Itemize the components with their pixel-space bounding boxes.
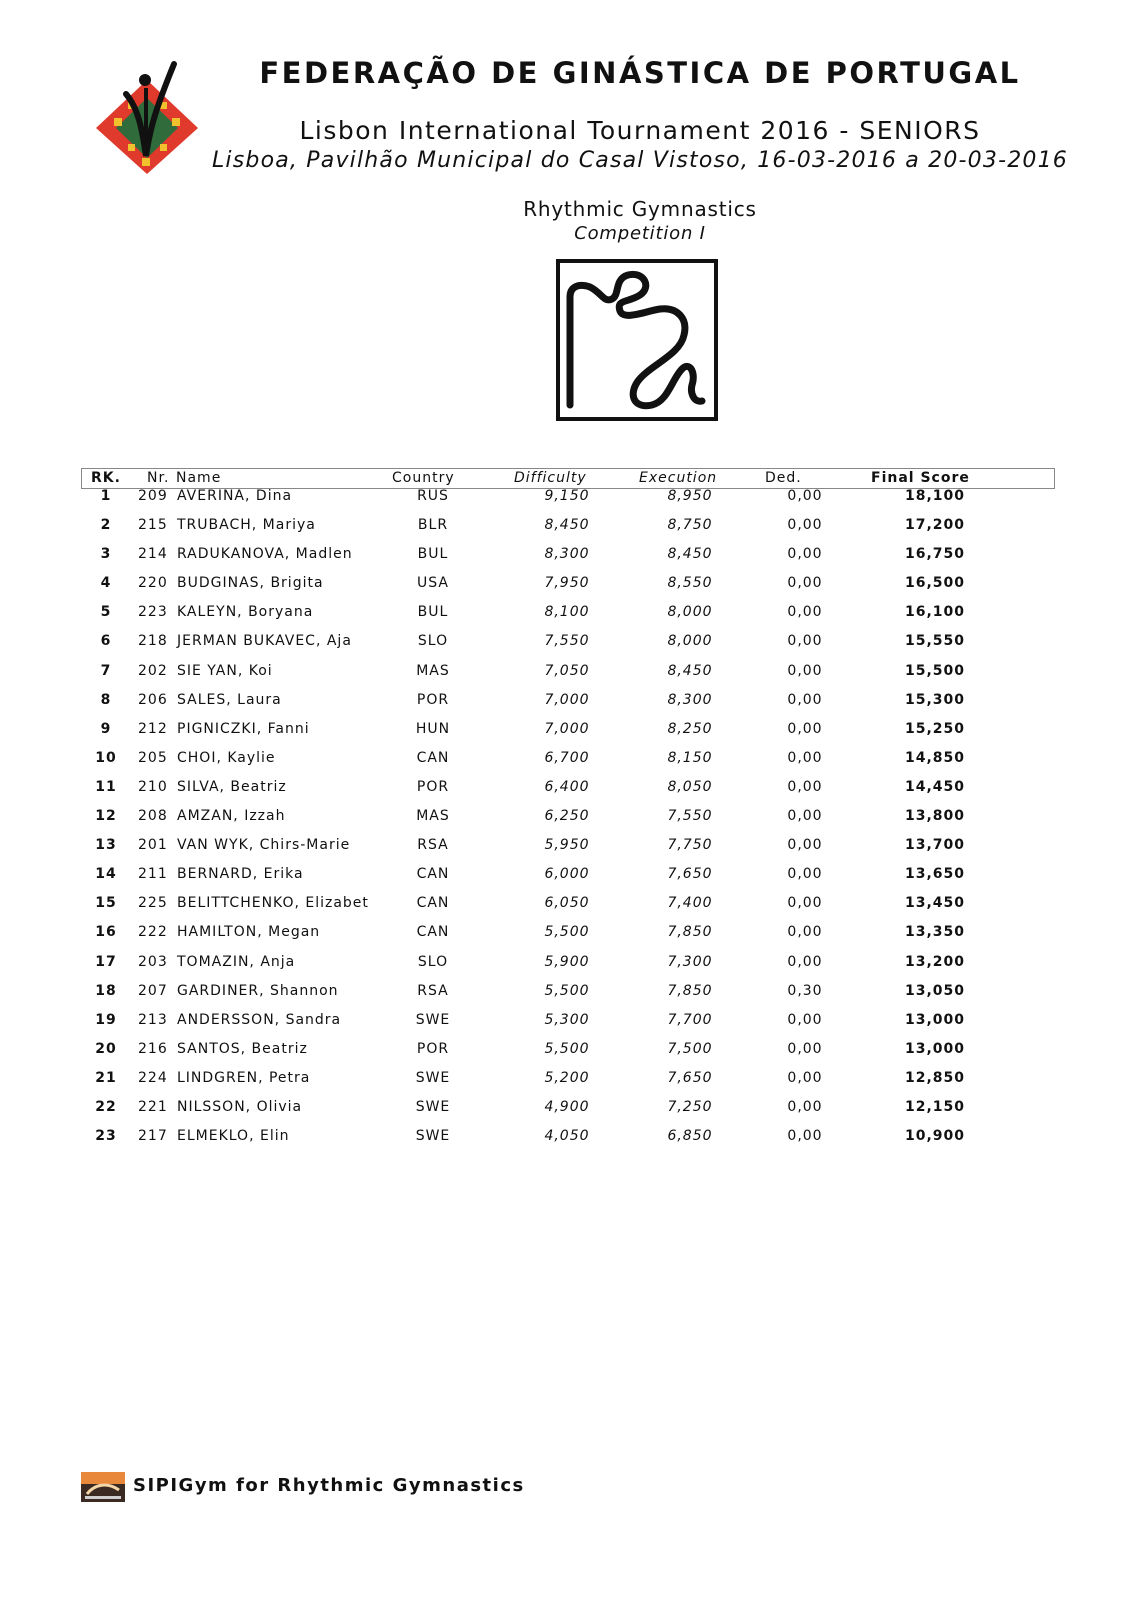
execution-cell: 8,950	[667, 488, 713, 504]
difficulty-cell: 7,550	[544, 633, 590, 650]
table-row	[0, 954, 1131, 983]
final-score-cell: 13,650	[904, 866, 966, 883]
deduction-cell: 0,00	[787, 749, 823, 766]
difficulty-cell: 5,500	[544, 1040, 590, 1057]
execution-cell: 7,700	[667, 1011, 713, 1028]
final-score-cell: 14,450	[904, 778, 966, 795]
final-score-cell: 16,500	[904, 575, 966, 592]
final-score-cell: 12,150	[904, 1098, 966, 1115]
rank-cell: 22	[95, 1098, 117, 1115]
table-row	[0, 779, 1131, 808]
difficulty-cell: 7,950	[544, 575, 590, 592]
final-score-cell: 15,250	[904, 720, 966, 737]
country-cell: POR	[416, 1040, 450, 1057]
country-cell: RSA	[417, 982, 449, 999]
difficulty-cell: 8,100	[544, 604, 590, 621]
final-score-cell: 17,200	[904, 517, 966, 534]
name-cell: BERNARD, Erika	[177, 866, 304, 883]
final-score-cell: 12,850	[904, 1069, 966, 1086]
country-cell: MAS	[416, 662, 450, 679]
table-row	[0, 546, 1131, 575]
table-row	[0, 750, 1131, 779]
rank-cell: 15	[95, 895, 117, 912]
rank-cell: 9	[100, 720, 112, 737]
rank-cell: 23	[95, 1128, 117, 1145]
name-cell: VAN WYK, Chirs-Marie	[177, 837, 351, 854]
table-row	[0, 517, 1131, 546]
number-cell: 203	[138, 953, 168, 970]
name-cell: TOMAZIN, Anja	[177, 953, 296, 970]
execution-cell: 7,850	[667, 924, 713, 941]
results-table-header	[81, 468, 1055, 489]
difficulty-cell: 5,950	[544, 837, 590, 854]
country-cell: RUS	[417, 488, 449, 504]
execution-cell: 7,250	[667, 1098, 713, 1115]
name-cell: CHOI, Kaylie	[177, 749, 276, 766]
difficulty-cell: 5,500	[544, 924, 590, 941]
table-row	[0, 924, 1131, 953]
deduction-cell: 0,00	[787, 1011, 823, 1028]
deduction-cell: 0,00	[787, 1040, 823, 1057]
deduction-cell: 0,00	[787, 604, 823, 621]
final-score-cell: 13,200	[904, 953, 966, 970]
difficulty-cell: 4,050	[544, 1128, 590, 1145]
number-cell: 208	[138, 808, 168, 825]
table-row	[0, 1070, 1131, 1099]
execution-cell: 7,500	[667, 1040, 713, 1057]
difficulty-cell: 8,300	[544, 546, 590, 563]
country-cell: MAS	[416, 808, 450, 825]
final-score-cell: 13,350	[904, 924, 966, 941]
table-row	[0, 1099, 1131, 1128]
table-row	[0, 866, 1131, 895]
header-difficulty: Difficulty	[514, 470, 587, 486]
execution-cell: 8,150	[667, 749, 713, 766]
difficulty-cell: 4,900	[544, 1098, 590, 1115]
number-cell: 221	[138, 1098, 168, 1115]
table-row	[0, 1128, 1131, 1157]
execution-cell: 7,400	[667, 895, 713, 912]
final-score-cell: 13,700	[904, 837, 966, 854]
header-final-score: Final Score	[871, 470, 970, 486]
country-cell: HUN	[415, 720, 451, 737]
number-cell: 206	[138, 691, 168, 708]
country-cell: SLO	[417, 633, 449, 650]
rank-cell: 13	[95, 837, 117, 854]
federation-logo-icon	[90, 58, 204, 176]
table-row	[0, 488, 1131, 517]
execution-cell: 8,250	[667, 720, 713, 737]
table-row	[0, 633, 1131, 662]
table-row	[0, 837, 1131, 866]
country-cell: SWE	[415, 1128, 451, 1145]
number-cell: 222	[138, 924, 168, 941]
execution-cell: 8,550	[667, 575, 713, 592]
name-cell: HAMILTON, Megan	[177, 924, 321, 941]
table-row	[0, 1041, 1131, 1070]
name-cell: RADUKANOVA, Madlen	[177, 546, 353, 563]
difficulty-cell: 7,050	[544, 662, 590, 679]
results-table-body	[0, 488, 1131, 1157]
number-cell: 201	[138, 837, 168, 854]
difficulty-cell: 6,000	[544, 866, 590, 883]
rank-cell: 17	[95, 953, 117, 970]
table-row	[0, 604, 1131, 633]
execution-cell: 8,000	[667, 633, 713, 650]
venue-line: Lisboa, Pavilhão Municipal do Casal Vistoso, 16-03-2016 a 20-03-2016	[211, 148, 1069, 173]
number-cell: 217	[138, 1128, 168, 1145]
country-cell: USA	[417, 575, 449, 592]
header-country: Country	[392, 470, 455, 486]
execution-cell: 8,050	[667, 778, 713, 795]
rank-cell: 20	[95, 1040, 117, 1057]
federation-title: FEDERAÇÃO DE GINÁSTICA DE PORTUGAL	[259, 56, 1021, 90]
country-cell: RSA	[417, 837, 449, 854]
difficulty-cell: 8,450	[544, 517, 590, 534]
deduction-cell: 0,00	[787, 924, 823, 941]
final-score-cell: 15,500	[904, 662, 966, 679]
name-cell: AVERINA, Dina	[177, 488, 293, 504]
final-score-cell: 13,000	[904, 1011, 966, 1028]
deduction-cell: 0,00	[787, 1098, 823, 1115]
execution-cell: 7,650	[667, 1069, 713, 1086]
number-cell: 210	[138, 778, 168, 795]
rank-cell: 10	[95, 749, 117, 766]
country-cell: BLR	[417, 517, 449, 534]
final-score-cell: 16,750	[904, 546, 966, 563]
country-cell: POR	[416, 691, 450, 708]
final-score-cell: 18,100	[904, 488, 966, 504]
table-row	[0, 808, 1131, 837]
name-cell: JERMAN BUKAVEC, Aja	[177, 633, 352, 650]
number-cell: 202	[138, 662, 168, 679]
name-cell: ELMEKLO, Elin	[177, 1128, 290, 1145]
rank-cell: 18	[95, 982, 117, 999]
final-score-cell: 16,100	[904, 604, 966, 621]
deduction-cell: 0,00	[787, 633, 823, 650]
execution-cell: 7,550	[667, 808, 713, 825]
difficulty-cell: 7,000	[544, 720, 590, 737]
execution-cell: 7,300	[667, 953, 713, 970]
table-row	[0, 895, 1131, 924]
name-cell: ANDERSSON, Sandra	[177, 1011, 342, 1028]
rank-cell: 6	[100, 633, 112, 650]
rank-cell: 12	[95, 808, 117, 825]
execution-cell: 7,650	[667, 866, 713, 883]
final-score-cell: 14,850	[904, 749, 966, 766]
country-cell: BUL	[417, 546, 449, 563]
name-cell: SIE YAN, Koi	[177, 662, 273, 679]
rank-cell: 1	[100, 488, 112, 504]
country-cell: CAN	[416, 895, 450, 912]
final-score-cell: 15,300	[904, 691, 966, 708]
name-cell: PIGNICZKI, Fanni	[177, 720, 310, 737]
difficulty-cell: 5,200	[544, 1069, 590, 1086]
deduction-cell: 0,00	[787, 546, 823, 563]
name-cell: SANTOS, Beatriz	[177, 1040, 308, 1057]
deduction-cell: 0,00	[787, 488, 823, 504]
rank-cell: 7	[100, 662, 112, 679]
table-row	[0, 983, 1131, 1012]
table-row	[0, 663, 1131, 692]
rank-cell: 2	[100, 517, 112, 534]
number-cell: 220	[138, 575, 168, 592]
rope-apparatus-icon	[556, 259, 718, 421]
number-cell: 223	[138, 604, 168, 621]
table-row	[0, 692, 1131, 721]
number-cell: 209	[138, 488, 168, 504]
country-cell: POR	[416, 778, 450, 795]
number-cell: 224	[138, 1069, 168, 1086]
deduction-cell: 0,00	[787, 1128, 823, 1145]
rank-cell: 5	[100, 604, 112, 621]
deduction-cell: 0,00	[787, 866, 823, 883]
sipigym-logo-icon	[81, 1472, 125, 1502]
number-cell: 225	[138, 895, 168, 912]
final-score-cell: 10,900	[904, 1128, 966, 1145]
header-execution: Execution	[639, 470, 718, 486]
footer-caption: SIPIGym for Rhythmic Gymnastics	[133, 1475, 525, 1496]
name-cell: AMZAN, Izzah	[177, 808, 286, 825]
name-cell: SILVA, Beatriz	[177, 778, 287, 795]
discipline-title: Rhythmic Gymnastics	[523, 197, 757, 221]
name-cell: LINDGREN, Petra	[177, 1069, 311, 1086]
rank-cell: 19	[95, 1011, 117, 1028]
final-score-cell: 13,050	[904, 982, 966, 999]
header-name: Name	[176, 470, 222, 486]
country-cell: CAN	[416, 866, 450, 883]
name-cell: BUDGINAS, Brigita	[177, 575, 324, 592]
deduction-cell: 0,00	[787, 720, 823, 737]
name-cell: KALEYN, Boryana	[177, 604, 314, 621]
execution-cell: 6,850	[667, 1128, 713, 1145]
final-score-cell: 13,450	[904, 895, 966, 912]
country-cell: CAN	[416, 749, 450, 766]
number-cell: 207	[138, 982, 168, 999]
execution-cell: 7,850	[667, 982, 713, 999]
rank-cell: 4	[100, 575, 112, 592]
deduction-cell: 0,00	[787, 575, 823, 592]
deduction-cell: 0,00	[787, 778, 823, 795]
rank-cell: 16	[95, 924, 117, 941]
deduction-cell: 0,00	[787, 808, 823, 825]
deduction-cell: 0,00	[787, 895, 823, 912]
number-cell: 214	[138, 546, 168, 563]
rank-cell: 3	[100, 546, 112, 563]
name-cell: TRUBACH, Mariya	[177, 517, 316, 534]
final-score-cell: 15,550	[904, 633, 966, 650]
rank-cell: 14	[95, 866, 117, 883]
table-row	[0, 575, 1131, 604]
name-cell: SALES, Laura	[177, 691, 282, 708]
country-cell: SWE	[415, 1098, 451, 1115]
number-cell: 213	[138, 1011, 168, 1028]
country-cell: BUL	[417, 604, 449, 621]
execution-cell: 8,300	[667, 691, 713, 708]
country-cell: SWE	[415, 1069, 451, 1086]
difficulty-cell: 7,000	[544, 691, 590, 708]
deduction-cell: 0,00	[787, 691, 823, 708]
country-cell: SWE	[415, 1011, 451, 1028]
header-deduction: Ded.	[765, 470, 802, 486]
rank-cell: 11	[95, 778, 117, 795]
country-cell: SLO	[417, 953, 449, 970]
name-cell: BELITTCHENKO, Elizabet	[177, 895, 369, 912]
execution-cell: 8,450	[667, 662, 713, 679]
deduction-cell: 0,00	[787, 837, 823, 854]
deduction-cell: 0,00	[787, 517, 823, 534]
final-score-cell: 13,000	[904, 1040, 966, 1057]
header-rank: RK.	[91, 470, 121, 486]
final-score-cell: 13,800	[904, 808, 966, 825]
number-cell: 215	[138, 517, 168, 534]
execution-cell: 7,750	[667, 837, 713, 854]
difficulty-cell: 6,050	[544, 895, 590, 912]
number-cell: 212	[138, 720, 168, 737]
header-number: Nr.	[147, 470, 170, 486]
deduction-cell: 0,00	[787, 953, 823, 970]
number-cell: 216	[138, 1040, 168, 1057]
rank-cell: 8	[100, 691, 112, 708]
number-cell: 211	[138, 866, 168, 883]
difficulty-cell: 9,150	[544, 488, 590, 504]
execution-cell: 8,000	[667, 604, 713, 621]
number-cell: 218	[138, 633, 168, 650]
country-cell: CAN	[416, 924, 450, 941]
deduction-cell: 0,00	[787, 662, 823, 679]
table-row	[0, 721, 1131, 750]
difficulty-cell: 5,300	[544, 1011, 590, 1028]
difficulty-cell: 6,700	[544, 749, 590, 766]
execution-cell: 8,750	[667, 517, 713, 534]
name-cell: NILSSON, Olivia	[177, 1098, 303, 1115]
difficulty-cell: 6,400	[544, 778, 590, 795]
rank-cell: 21	[95, 1069, 117, 1086]
number-cell: 205	[138, 749, 168, 766]
table-row	[0, 1012, 1131, 1041]
difficulty-cell: 5,900	[544, 953, 590, 970]
name-cell: GARDINER, Shannon	[177, 982, 339, 999]
difficulty-cell: 6,250	[544, 808, 590, 825]
deduction-cell: 0,30	[787, 982, 823, 999]
deduction-cell: 0,00	[787, 1069, 823, 1086]
competition-title: Competition I	[574, 223, 706, 244]
difficulty-cell: 5,500	[544, 982, 590, 999]
execution-cell: 8,450	[667, 546, 713, 563]
tournament-title: Lisbon International Tournament 2016 - SENIORS	[299, 116, 981, 145]
